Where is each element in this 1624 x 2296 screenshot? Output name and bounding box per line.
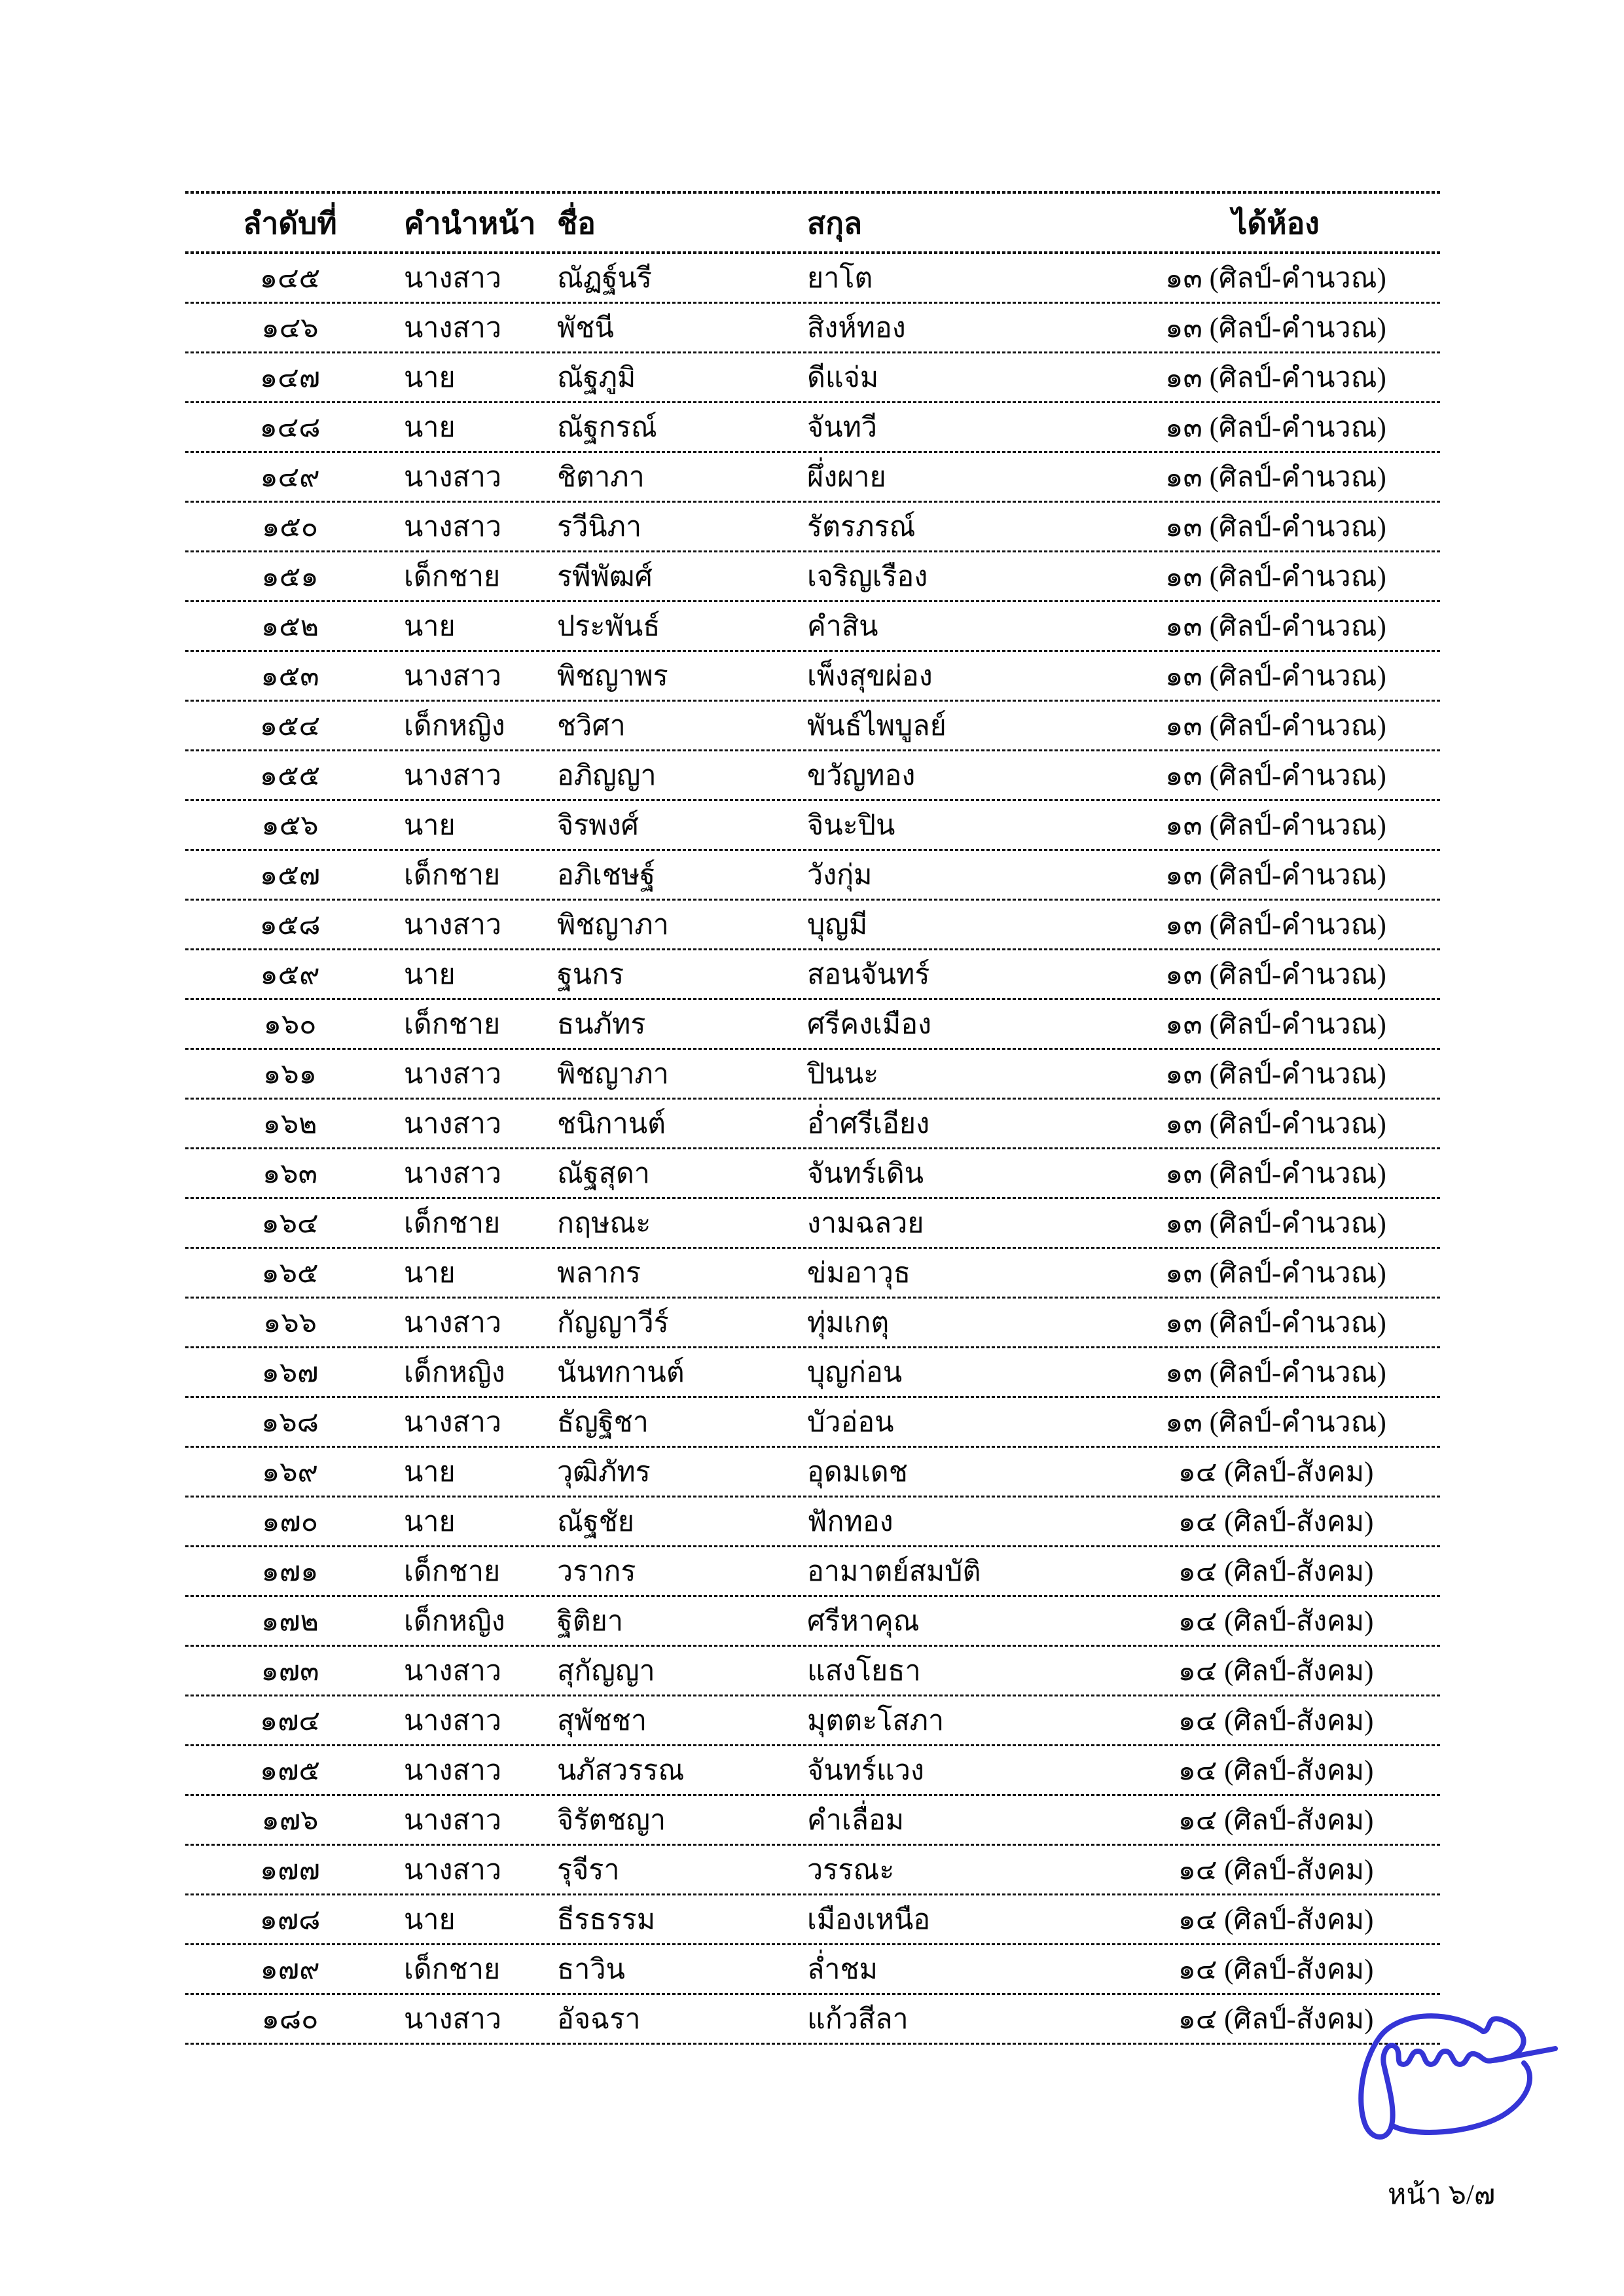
cell-title-prefix: เด็กหญิง bbox=[404, 1357, 505, 1389]
cell-first-name: ณัฏฐ์นรี bbox=[557, 263, 652, 295]
table-row bbox=[185, 652, 1440, 702]
cell-surname: บัวอ่อน bbox=[807, 1407, 894, 1439]
cell-first-name: ณัฐสุดา bbox=[557, 1158, 650, 1190]
cell-first-name: ฐิติยา bbox=[557, 1606, 623, 1638]
cell-order-number: ๑๗๑ bbox=[261, 1556, 319, 1588]
cell-surname: บุญมี bbox=[807, 910, 868, 941]
cell-room: ๑๔ (ศิลป์-สังคม) bbox=[1178, 1954, 1374, 1986]
cell-room: ๑๔ (ศิลป์-สังคม) bbox=[1178, 1855, 1374, 1886]
cell-surname: ดีแจ่ม bbox=[807, 363, 879, 394]
cell-surname: สอนจันทร์ bbox=[807, 960, 930, 991]
cell-room: ๑๓ (ศิลป์-คำนวณ) bbox=[1165, 960, 1386, 991]
header-first-name: ชื่อ bbox=[557, 206, 596, 240]
cell-order-number: ๑๔๘ bbox=[259, 412, 321, 444]
cell-first-name: สุพัชชา bbox=[557, 1706, 647, 1737]
header-room: ได้ห้อง bbox=[1232, 206, 1320, 240]
cell-title-prefix: นางสาว bbox=[404, 761, 502, 792]
cell-surname: บุญก่อน bbox=[807, 1357, 903, 1389]
cell-title-prefix: เด็กชาย bbox=[404, 1556, 501, 1588]
table-row bbox=[185, 353, 1440, 403]
cell-surname: จันทร์แวง bbox=[807, 1755, 924, 1787]
table-row bbox=[185, 1846, 1440, 1895]
cell-first-name: ธนภัทร bbox=[557, 1009, 646, 1041]
cell-surname: งามฉลวย bbox=[807, 1208, 924, 1240]
cell-room: ๑๓ (ศิลป์-คำนวณ) bbox=[1165, 661, 1386, 692]
cell-first-name: วรากร bbox=[557, 1556, 636, 1588]
cell-room: ๑๓ (ศิลป์-คำนวณ) bbox=[1165, 1258, 1386, 1289]
cell-surname: อามาตย์สมบัติ bbox=[807, 1556, 981, 1588]
cell-surname: อ่ำศรีเอียง bbox=[807, 1109, 930, 1140]
cell-room: ๑๔ (ศิลป์-สังคม) bbox=[1178, 1706, 1374, 1737]
table-row bbox=[185, 403, 1440, 453]
cell-room: ๑๓ (ศิลป์-คำนวณ) bbox=[1165, 1059, 1386, 1090]
table-row bbox=[185, 1249, 1440, 1299]
cell-room: ๑๓ (ศิลป์-คำนวณ) bbox=[1165, 611, 1386, 643]
cell-first-name: ฐนกร bbox=[557, 960, 624, 991]
cell-room: ๑๓ (ศิลป์-คำนวณ) bbox=[1165, 562, 1386, 593]
cell-order-number: ๑๘๐ bbox=[261, 2004, 319, 2036]
header-surname: สกุล bbox=[807, 206, 863, 240]
signature-scribble bbox=[1327, 1991, 1605, 2148]
cell-first-name: พัชนี bbox=[557, 313, 614, 344]
cell-room: ๑๔ (ศิลป์-สังคม) bbox=[1178, 1805, 1374, 1837]
table-row bbox=[185, 1498, 1440, 1547]
cell-title-prefix: นางสาว bbox=[404, 661, 502, 692]
cell-room: ๑๔ (ศิลป์-สังคม) bbox=[1178, 1656, 1374, 1687]
cell-first-name: รพีพัฒศ์ bbox=[557, 562, 653, 593]
cell-order-number: ๑๔๖ bbox=[261, 313, 319, 344]
cell-room: ๑๓ (ศิลป์-คำนวณ) bbox=[1165, 313, 1386, 344]
cell-title-prefix: นางสาว bbox=[404, 1755, 502, 1787]
table-row bbox=[185, 1199, 1440, 1249]
table-row bbox=[185, 1000, 1440, 1050]
cell-first-name: อัจฉรา bbox=[557, 2004, 641, 2036]
table-row bbox=[185, 1696, 1440, 1746]
table-row bbox=[185, 851, 1440, 901]
cell-order-number: ๑๖๘ bbox=[261, 1407, 319, 1439]
cell-first-name: อภิญญา bbox=[557, 761, 657, 792]
cell-title-prefix: นางสาว bbox=[404, 462, 502, 493]
cell-order-number: ๑๗๐ bbox=[262, 1507, 318, 1538]
cell-room: ๑๓ (ศิลป์-คำนวณ) bbox=[1165, 810, 1386, 842]
table-row bbox=[185, 1647, 1440, 1696]
table-row bbox=[185, 950, 1440, 1000]
cell-first-name: ชวิศา bbox=[557, 711, 626, 742]
cell-first-name: วุฒิภัทร bbox=[557, 1457, 651, 1488]
cell-order-number: ๑๖๖ bbox=[263, 1308, 317, 1339]
cell-first-name: ธัญฐิชา bbox=[557, 1407, 649, 1439]
cell-room: ๑๔ (ศิลป์-สังคม) bbox=[1178, 1556, 1374, 1588]
cell-order-number: ๑๖๔ bbox=[261, 1208, 319, 1240]
cell-order-number: ๑๕๐ bbox=[261, 512, 319, 543]
cell-title-prefix: เด็กชาย bbox=[404, 1954, 501, 1986]
cell-first-name: นภัสวรรณ bbox=[557, 1755, 685, 1787]
cell-surname: ปินนะ bbox=[807, 1059, 879, 1090]
cell-first-name: ธีรธรรม bbox=[557, 1905, 656, 1936]
table-row bbox=[185, 702, 1440, 751]
cell-title-prefix: เด็กชาย bbox=[404, 1208, 501, 1240]
cell-first-name: จิรัตชญา bbox=[557, 1805, 666, 1837]
cell-first-name: ชนิกานต์ bbox=[557, 1109, 666, 1140]
cell-title-prefix: นาย bbox=[404, 1507, 456, 1538]
cell-title-prefix: นางสาว bbox=[404, 1407, 502, 1439]
cell-surname: เพ็งสุขผ่อง bbox=[807, 661, 933, 692]
cell-first-name: ณัฐชัย bbox=[557, 1507, 634, 1538]
table-row bbox=[185, 453, 1440, 503]
cell-order-number: ๑๖๐ bbox=[263, 1009, 317, 1041]
cell-room: ๑๓ (ศิลป์-คำนวณ) bbox=[1165, 1009, 1386, 1041]
cell-first-name: รวีนิภา bbox=[557, 512, 642, 543]
cell-order-number: ๑๖๒ bbox=[262, 1109, 317, 1140]
cell-first-name: อภิเชษฐ์ bbox=[557, 860, 656, 891]
cell-order-number: ๑๕๔ bbox=[259, 711, 321, 742]
cell-order-number: ๑๕๙ bbox=[260, 960, 320, 991]
cell-order-number: ๑๔๕ bbox=[259, 263, 321, 295]
cell-order-number: ๑๗๒ bbox=[261, 1606, 319, 1638]
table-row bbox=[185, 751, 1440, 801]
table-row bbox=[185, 1597, 1440, 1647]
table-row bbox=[185, 1050, 1440, 1100]
cell-surname: คำสิน bbox=[807, 611, 878, 643]
cell-title-prefix: นาย bbox=[404, 1905, 456, 1936]
cell-title-prefix: นางสาว bbox=[404, 1656, 502, 1687]
cell-order-number: ๑๔๗ bbox=[259, 363, 321, 394]
cell-order-number: ๑๔๙ bbox=[260, 462, 320, 493]
cell-order-number: ๑๕๘ bbox=[259, 910, 321, 941]
cell-title-prefix: นาย bbox=[404, 611, 456, 643]
cell-order-number: ๑๕๕ bbox=[259, 761, 321, 792]
table-row bbox=[185, 1995, 1440, 2045]
cell-room: ๑๔ (ศิลป์-สังคม) bbox=[1178, 1905, 1374, 1936]
cell-first-name: นันทกานต์ bbox=[557, 1357, 685, 1389]
cell-order-number: ๑๗๖ bbox=[261, 1805, 319, 1837]
cell-order-number: ๑๖๓ bbox=[262, 1158, 317, 1190]
table-row bbox=[185, 602, 1440, 652]
cell-order-number: ๑๗๓ bbox=[261, 1656, 319, 1687]
cell-title-prefix: เด็กชาย bbox=[404, 1009, 501, 1041]
table-row bbox=[185, 1895, 1440, 1945]
table-row bbox=[185, 1348, 1440, 1398]
cell-room: ๑๓ (ศิลป์-คำนวณ) bbox=[1165, 1158, 1386, 1190]
table-header-row bbox=[185, 194, 1440, 254]
cell-surname: อุดมเดช bbox=[807, 1457, 908, 1488]
cell-surname: ฟักทอง bbox=[807, 1507, 893, 1538]
cell-order-number: ๑๗๗ bbox=[260, 1855, 320, 1886]
cell-room: ๑๓ (ศิลป์-คำนวณ) bbox=[1165, 1407, 1386, 1439]
cell-first-name: กฤษณะ bbox=[557, 1208, 651, 1240]
cell-first-name: พิชญาพร bbox=[557, 661, 668, 692]
table-row bbox=[185, 1299, 1440, 1348]
cell-title-prefix: เด็กชาย bbox=[404, 562, 501, 593]
cell-first-name: ณัฐภูมิ bbox=[557, 363, 636, 394]
cell-surname: แก้วสีลา bbox=[807, 2004, 909, 2036]
cell-title-prefix: นางสาว bbox=[404, 1308, 502, 1339]
cell-order-number: ๑๕๖ bbox=[261, 810, 319, 842]
cell-surname: ข่มอาวุธ bbox=[807, 1258, 911, 1289]
header-order-number: ลำดับที่ bbox=[243, 206, 337, 240]
cell-title-prefix: นางสาว bbox=[404, 1855, 502, 1886]
cell-order-number: ๑๗๙ bbox=[260, 1954, 320, 1986]
table-row bbox=[185, 901, 1440, 950]
cell-first-name: พลากร bbox=[557, 1258, 641, 1289]
cell-first-name: รุจีรา bbox=[557, 1855, 620, 1886]
cell-order-number: ๑๗๕ bbox=[259, 1755, 321, 1787]
cell-room: ๑๔ (ศิลป์-สังคม) bbox=[1178, 1457, 1374, 1488]
cell-room: ๑๓ (ศิลป์-คำนวณ) bbox=[1165, 860, 1386, 891]
cell-room: ๑๓ (ศิลป์-คำนวณ) bbox=[1165, 1308, 1386, 1339]
cell-surname: จินะปิน bbox=[807, 810, 895, 842]
table-row bbox=[185, 304, 1440, 353]
cell-order-number: ๑๕๑ bbox=[261, 562, 319, 593]
cell-room: ๑๓ (ศิลป์-คำนวณ) bbox=[1165, 711, 1386, 742]
cell-order-number: ๑๖๙ bbox=[261, 1457, 319, 1488]
cell-title-prefix: นาย bbox=[404, 1457, 456, 1488]
cell-first-name: ณัฐกรณ์ bbox=[557, 412, 657, 444]
table-row bbox=[185, 254, 1440, 304]
cell-surname: มุตตะโสภา bbox=[807, 1706, 945, 1737]
cell-room: ๑๓ (ศิลป์-คำนวณ) bbox=[1165, 462, 1386, 493]
cell-surname: จันทร์เดิน bbox=[807, 1158, 924, 1190]
cell-first-name: กัญญาวีร์ bbox=[557, 1308, 669, 1339]
cell-title-prefix: นางสาว bbox=[404, 313, 502, 344]
cell-title-prefix: นางสาว bbox=[404, 1109, 502, 1140]
cell-title-prefix: นาย bbox=[404, 810, 456, 842]
cell-room: ๑๔ (ศิลป์-สังคม) bbox=[1178, 1755, 1374, 1787]
header-title-prefix: คำนำหน้า bbox=[404, 206, 536, 240]
cell-title-prefix: นางสาว bbox=[404, 2004, 502, 2036]
cell-room: ๑๓ (ศิลป์-คำนวณ) bbox=[1165, 412, 1386, 444]
cell-surname: ล่ำชม bbox=[807, 1954, 878, 1986]
cell-title-prefix: เด็กหญิง bbox=[404, 711, 505, 742]
cell-surname: ผึ่งผาย bbox=[807, 462, 886, 493]
cell-room: ๑๔ (ศิลป์-สังคม) bbox=[1178, 1606, 1374, 1638]
cell-surname: ทุ่มเกตุ bbox=[807, 1308, 890, 1339]
cell-first-name: พิชญาภา bbox=[557, 1059, 669, 1090]
cell-surname: รัตรภรณ์ bbox=[807, 512, 916, 543]
cell-title-prefix: นาย bbox=[404, 1258, 456, 1289]
table-row bbox=[185, 801, 1440, 851]
cell-order-number: ๑๖๑ bbox=[263, 1059, 317, 1090]
cell-order-number: ๑๕๒ bbox=[261, 611, 319, 643]
cell-title-prefix: นางสาว bbox=[404, 1059, 502, 1090]
table-row bbox=[185, 1398, 1440, 1448]
student-table bbox=[185, 191, 1440, 2045]
cell-order-number: ๑๖๕ bbox=[261, 1258, 319, 1289]
table-row bbox=[185, 1448, 1440, 1498]
cell-first-name: สุกัญญา bbox=[557, 1656, 655, 1687]
cell-surname: คำเลื่อม bbox=[807, 1805, 905, 1837]
cell-room: ๑๓ (ศิลป์-คำนวณ) bbox=[1165, 910, 1386, 941]
table-row bbox=[185, 1746, 1440, 1796]
cell-surname: ศรีคงเมือง bbox=[807, 1009, 932, 1041]
cell-room: ๑๓ (ศิลป์-คำนวณ) bbox=[1165, 1109, 1386, 1140]
cell-order-number: ๑๕๗ bbox=[259, 860, 321, 891]
cell-room: ๑๔ (ศิลป์-สังคม) bbox=[1178, 2004, 1374, 2036]
table-row bbox=[185, 503, 1440, 552]
cell-first-name: จิรพงศ์ bbox=[557, 810, 639, 842]
cell-title-prefix: นางสาว bbox=[404, 910, 502, 941]
cell-surname: วังกุ่ม bbox=[807, 860, 873, 891]
cell-surname: วรรณะ bbox=[807, 1855, 895, 1886]
table-row bbox=[185, 552, 1440, 602]
cell-surname: จันทวี bbox=[807, 412, 878, 444]
cell-title-prefix: นาย bbox=[404, 960, 456, 991]
cell-title-prefix: นางสาว bbox=[404, 263, 502, 295]
table-row bbox=[185, 1100, 1440, 1149]
cell-title-prefix: นาย bbox=[404, 412, 456, 444]
cell-order-number: ๑๖๗ bbox=[261, 1357, 319, 1389]
cell-title-prefix: นาย bbox=[404, 363, 456, 394]
table-row bbox=[185, 1547, 1440, 1597]
cell-surname: ศรีหาคุณ bbox=[807, 1606, 920, 1638]
page-number: หน้า ๖/๗ bbox=[1388, 2179, 1496, 2210]
cell-room: ๑๓ (ศิลป์-คำนวณ) bbox=[1165, 512, 1386, 543]
cell-title-prefix: เด็กหญิง bbox=[404, 1606, 505, 1638]
cell-first-name: ประพันธ์ bbox=[557, 611, 660, 643]
cell-order-number: ๑๗๔ bbox=[259, 1706, 321, 1737]
cell-surname: แสงโยธา bbox=[807, 1656, 921, 1687]
cell-room: ๑๓ (ศิลป์-คำนวณ) bbox=[1165, 263, 1386, 295]
table-row bbox=[185, 1945, 1440, 1995]
cell-surname: พันธ์ไพบูลย์ bbox=[807, 711, 947, 742]
cell-room: ๑๓ (ศิลป์-คำนวณ) bbox=[1165, 363, 1386, 394]
cell-surname: ขวัญทอง bbox=[807, 761, 916, 792]
cell-title-prefix: นางสาว bbox=[404, 1805, 502, 1837]
cell-surname: เจริญเรือง bbox=[807, 562, 928, 593]
cell-title-prefix: นางสาว bbox=[404, 512, 502, 543]
cell-order-number: ๑๗๘ bbox=[259, 1905, 321, 1936]
cell-title-prefix: นางสาว bbox=[404, 1158, 502, 1190]
cell-surname: ยาโต bbox=[807, 263, 873, 295]
cell-first-name: ธาวิน bbox=[557, 1954, 625, 1986]
cell-surname: เมืองเหนือ bbox=[807, 1905, 931, 1936]
cell-title-prefix: เด็กชาย bbox=[404, 860, 501, 891]
cell-order-number: ๑๕๓ bbox=[261, 661, 319, 692]
cell-room: ๑๓ (ศิลป์-คำนวณ) bbox=[1165, 761, 1386, 792]
cell-title-prefix: นางสาว bbox=[404, 1706, 502, 1737]
table-row bbox=[185, 1796, 1440, 1846]
cell-room: ๑๔ (ศิลป์-สังคม) bbox=[1178, 1507, 1374, 1538]
cell-surname: สิงห์ทอง bbox=[807, 313, 906, 344]
cell-room: ๑๓ (ศิลป์-คำนวณ) bbox=[1165, 1357, 1386, 1389]
cell-room: ๑๓ (ศิลป์-คำนวณ) bbox=[1165, 1208, 1386, 1240]
cell-first-name: พิชญาภา bbox=[557, 910, 669, 941]
table-body bbox=[185, 254, 1440, 2045]
cell-first-name: ชิตาภา bbox=[557, 462, 645, 493]
table-row bbox=[185, 1149, 1440, 1199]
